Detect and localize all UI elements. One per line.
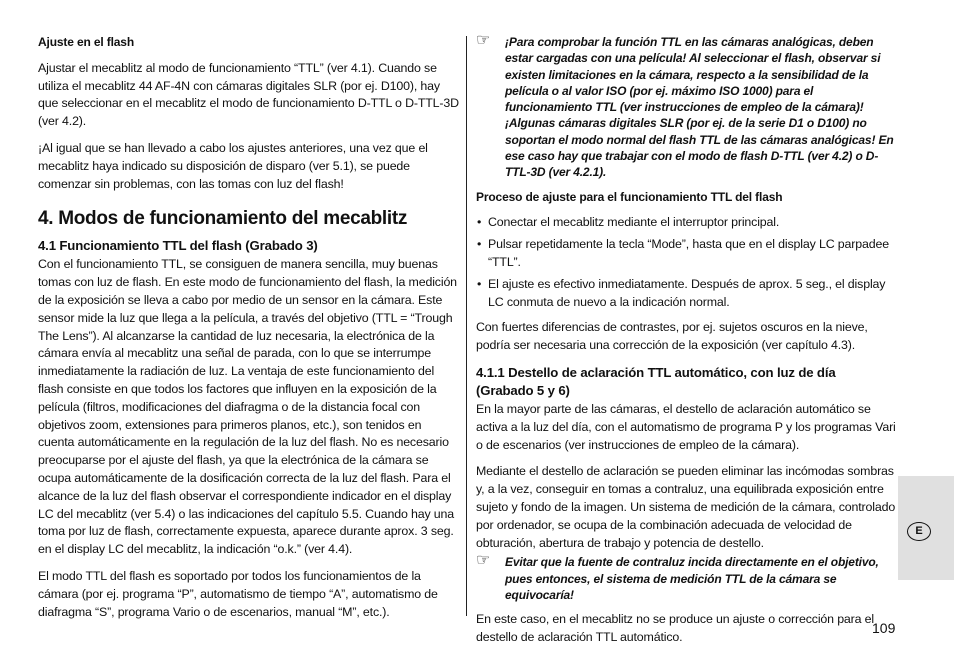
note-text-analog: ¡Para comprobar la función TTL en las cámaras analógicas, deben estar cargadas con una película! Al seleccionar el flash, observar si existen limitaciones en la cámara, respecto a la sensibilidad de la película o al valor ISO (por ej. máximo ISO 1000) para el funcionamiento TTL (ver instrucciones de empleo de la cámara)!	[505, 35, 881, 115]
paragraph-ttl-modes: El modo TTL del flash es soportado por todos los funcionamientos de la cámara (por ej. programa “P”, automatismo de tiempo “A”, automatismo de diafragma “S”, programa Vario o de escenarios, manual “M”, etc.).	[38, 568, 438, 619]
pointing-hand-icon: ☞	[476, 552, 491, 570]
paragraph-destello-activa: En la mayor parte de las cámaras, el destello de aclaración automático se activa a la luz del día, con el automatismo de programa P y los programas Vari o de escenarios (ver instrucciones de empleo de la cámara).	[476, 402, 896, 452]
list-item: • Pulsar repetidamente la tecla “Mode”, hasta que en el display LC parpadee “TTL”.	[476, 236, 896, 272]
subsection-title-4-1: 4.1 Funcionamiento TTL del flash (Grabado 3)	[38, 238, 318, 254]
heading-proceso-ajuste: Proceso de ajuste para el funcionamiento TTL del flash	[476, 189, 783, 204]
left-column	[38, 34, 459, 630]
paragraph-disposicion: ¡Al igual que se han llevado a cabo los ajustes anteriores, una vez que el mecablitz haya indicado su disposición de disparo (ver 5.1), se puede comenzar sin problemas, con las tomas con luz del flash!	[38, 140, 428, 191]
column-divider	[466, 36, 467, 616]
section-title: 4. Modos de funcionamiento del mecablitz	[38, 208, 408, 230]
page-number: 109	[872, 620, 896, 636]
heading-ajuste-flash: Ajuste en el flash	[38, 35, 134, 49]
note-contraluz	[476, 554, 896, 603]
paragraph-no-correccion: En este caso, en el mecablitz no se produce un ajuste o corrección para el destello de aclaración TTL automático.	[476, 612, 875, 645]
paragraph-ajuste: Ajustar el mecablitz al modo de funcionamiento “TTL” (ver 4.1). Cuando se utiliza el mecablitz 44 AF-4N con cámaras digitales SLR (por ej. D100), hay que seleccionar en el mecablitz el modo de funcionamiento D-TTL o D-TTL-3D (ver 4.2).	[38, 60, 459, 129]
right-column	[476, 34, 896, 656]
language-tab-label: E	[907, 522, 931, 541]
note-text-contraluz: Evitar que la fuente de contraluz incida directamente en el objetivo, pues entonces, el sistema de medición TTL de la cámara se equivocaría!	[505, 555, 879, 603]
note-ttl-check	[476, 34, 896, 181]
pointing-hand-icon: ☞	[476, 32, 491, 49]
paragraph-contrastes: Con fuertes diferencias de contrastes, por ej. sujetos oscuros en la nieve, podría ser necesaria una corrección de la exposición (ver capítulo 4.3).	[476, 320, 868, 353]
subsection-title-4-1-1: 4.1.1 Destello de aclaración TTL automático, con luz de día (Grabado 5 y 6)	[476, 365, 836, 399]
note-text-digital: ¡Algunas cámaras digitales SLR (por ej. de la serie D1 o D100) no soportan el modo normal del flash TTL de las cámaras analógicas! En ese caso hay que trabajar con el modo de flash D-TTL (ver 4.2) o D-TTL-3D (ver 4.2.1).	[505, 116, 894, 180]
bullet-list	[476, 214, 896, 311]
paragraph-destello-sombras: Mediante el destello de aclaración se pueden eliminar las incómodas sombras y, a la vez, conseguir en tomas a contraluz, una equilibrada exposición entre sujeto y fondo de la imagen. Un sistema de medición de la cámara, controlado por ordenador, se ocupa de la combinación adecuada de velocidad de obturación, abertura de trabajo y potencia de destello.	[476, 464, 896, 550]
paragraph-ttl-description: Con el funcionamiento TTL, se consiguen de manera sencilla, muy buenas tomas con luz de flash. En este modo de funcionamiento del flash, la medición de la exposición se lleva a cabo por medio de un sensor en la cámara. Este sensor mide la luz que llega a la película, a través del objetivo (TTL = “Trough The Lens”). Al alcanzarse la cantidad de luz necesaria, la electrónica de la cámara envía al mecablitz una señal de parada, con lo que se interrumpe inmediatamente la radiación de luz. La ventaja de este funcionamiento del flash consiste en que todos los factores que influyen en la exposición de la película (filtros, modificaciones del diafragma o de la distancia focal con objetivos zoom, extensiones para primeros planos, etc.), son tenidos en cuenta automáticamente en la regulación de la luz del flash. No es necesario preocuparse por el ajuste del flash, ya que la electrónica de la cámara se ocupa automáticamente de la dosificación correcta de la luz del flash. Para el alcance de la luz del flash observar el correspondiente indicador en el display LC del mecablitz (ver 5.4) o las indicaciones del capítulo 5.5. Cuando hay una toma por luz de flash, correctamente expuesta, aparece durante aprox. 3 seg. en el display LC del mecablitz, la indicación “o.k.” (ver 4.4).	[38, 257, 457, 557]
list-item: • Conectar el mecablitz mediante el interruptor principal.	[476, 214, 896, 232]
language-tab	[898, 476, 954, 580]
list-item: • El ajuste es efectivo inmediatamente. Después de aprox. 5 seg., el display LC conmuta de nuevo a la indicación normal.	[476, 276, 896, 312]
